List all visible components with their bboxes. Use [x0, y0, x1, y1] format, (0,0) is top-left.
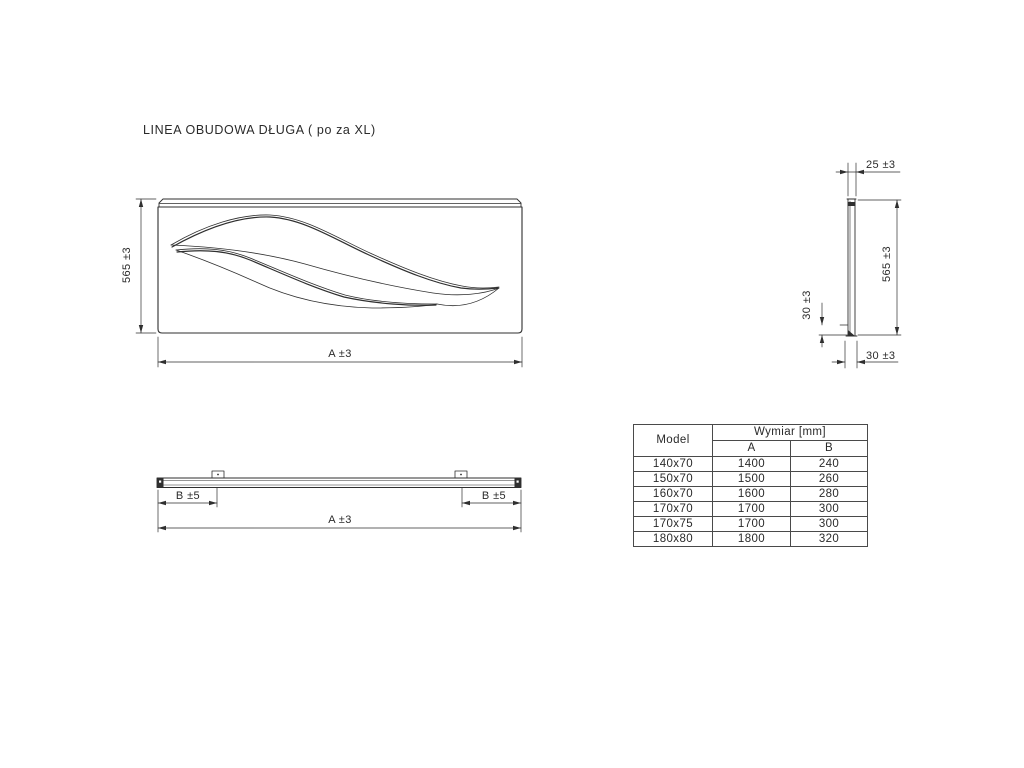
dim-a-cell: 1400	[713, 457, 791, 472]
side-thickness-label: 25 ±3	[866, 159, 896, 171]
bottom-bar-left-endcap	[157, 478, 164, 488]
table-header-col-a: A	[713, 441, 791, 457]
side-height-dimension-lines	[858, 200, 901, 335]
side-profile-top-cap	[848, 202, 856, 206]
dim-a-cell: 1500	[713, 472, 791, 487]
table-header-col-b: B	[791, 441, 868, 457]
table-row	[634, 457, 868, 472]
bottom-width-dimension-lines	[158, 526, 521, 530]
front-panel-top-lip	[159, 199, 521, 207]
dim-a-cell: 1600	[713, 487, 791, 502]
model-cell: 170x70	[634, 502, 713, 517]
front-height-label: 565 ±3	[121, 247, 133, 283]
table-row	[634, 532, 868, 547]
front-height-dimension-lines	[136, 199, 156, 333]
table-header-dimension-group: Wymiar [mm]	[713, 425, 868, 441]
dim-b-cell: 300	[791, 517, 868, 532]
dim-b-cell: 300	[791, 502, 868, 517]
side-bottom-depth-label: 30 ±3	[866, 350, 896, 362]
dimension-table	[633, 424, 868, 547]
dim-b-cell: 320	[791, 532, 868, 547]
table-header-model: Model	[634, 425, 713, 457]
side-foot-dimension-lines	[819, 303, 851, 347]
dim-a-cell: 1800	[713, 532, 791, 547]
dim-b-cell: 240	[791, 457, 868, 472]
bottom-width-label: A ±3	[328, 514, 352, 526]
table-row	[634, 502, 868, 517]
model-cell: 140x70	[634, 457, 713, 472]
table-row	[634, 517, 868, 532]
front-width-label: A ±3	[328, 348, 352, 360]
front-panel-outline	[158, 207, 522, 333]
table-row	[634, 487, 868, 502]
wave-ornament	[171, 215, 499, 308]
model-cell: 160x70	[634, 487, 713, 502]
dim-a-cell: 1700	[713, 517, 791, 532]
dim-b-cell: 280	[791, 487, 868, 502]
front-view-drawing	[136, 199, 522, 367]
bottom-bar-outline	[157, 478, 521, 488]
model-cell: 170x75	[634, 517, 713, 532]
bottom-left-bracket-label: B ±5	[175, 490, 201, 502]
side-height-label: 565 ±3	[881, 246, 893, 282]
bottom-right-bracket-label: B ±5	[481, 490, 507, 502]
side-foot-height-label: 30 ±3	[801, 290, 813, 320]
drawing-title: LINEA OBUDOWA DŁUGA ( po za XL)	[143, 123, 376, 137]
model-cell: 180x80	[634, 532, 713, 547]
dim-b-cell: 260	[791, 472, 868, 487]
table-row	[634, 472, 868, 487]
dim-a-cell: 1700	[713, 502, 791, 517]
model-cell: 150x70	[634, 472, 713, 487]
bottom-bar-right-endcap	[515, 478, 522, 488]
